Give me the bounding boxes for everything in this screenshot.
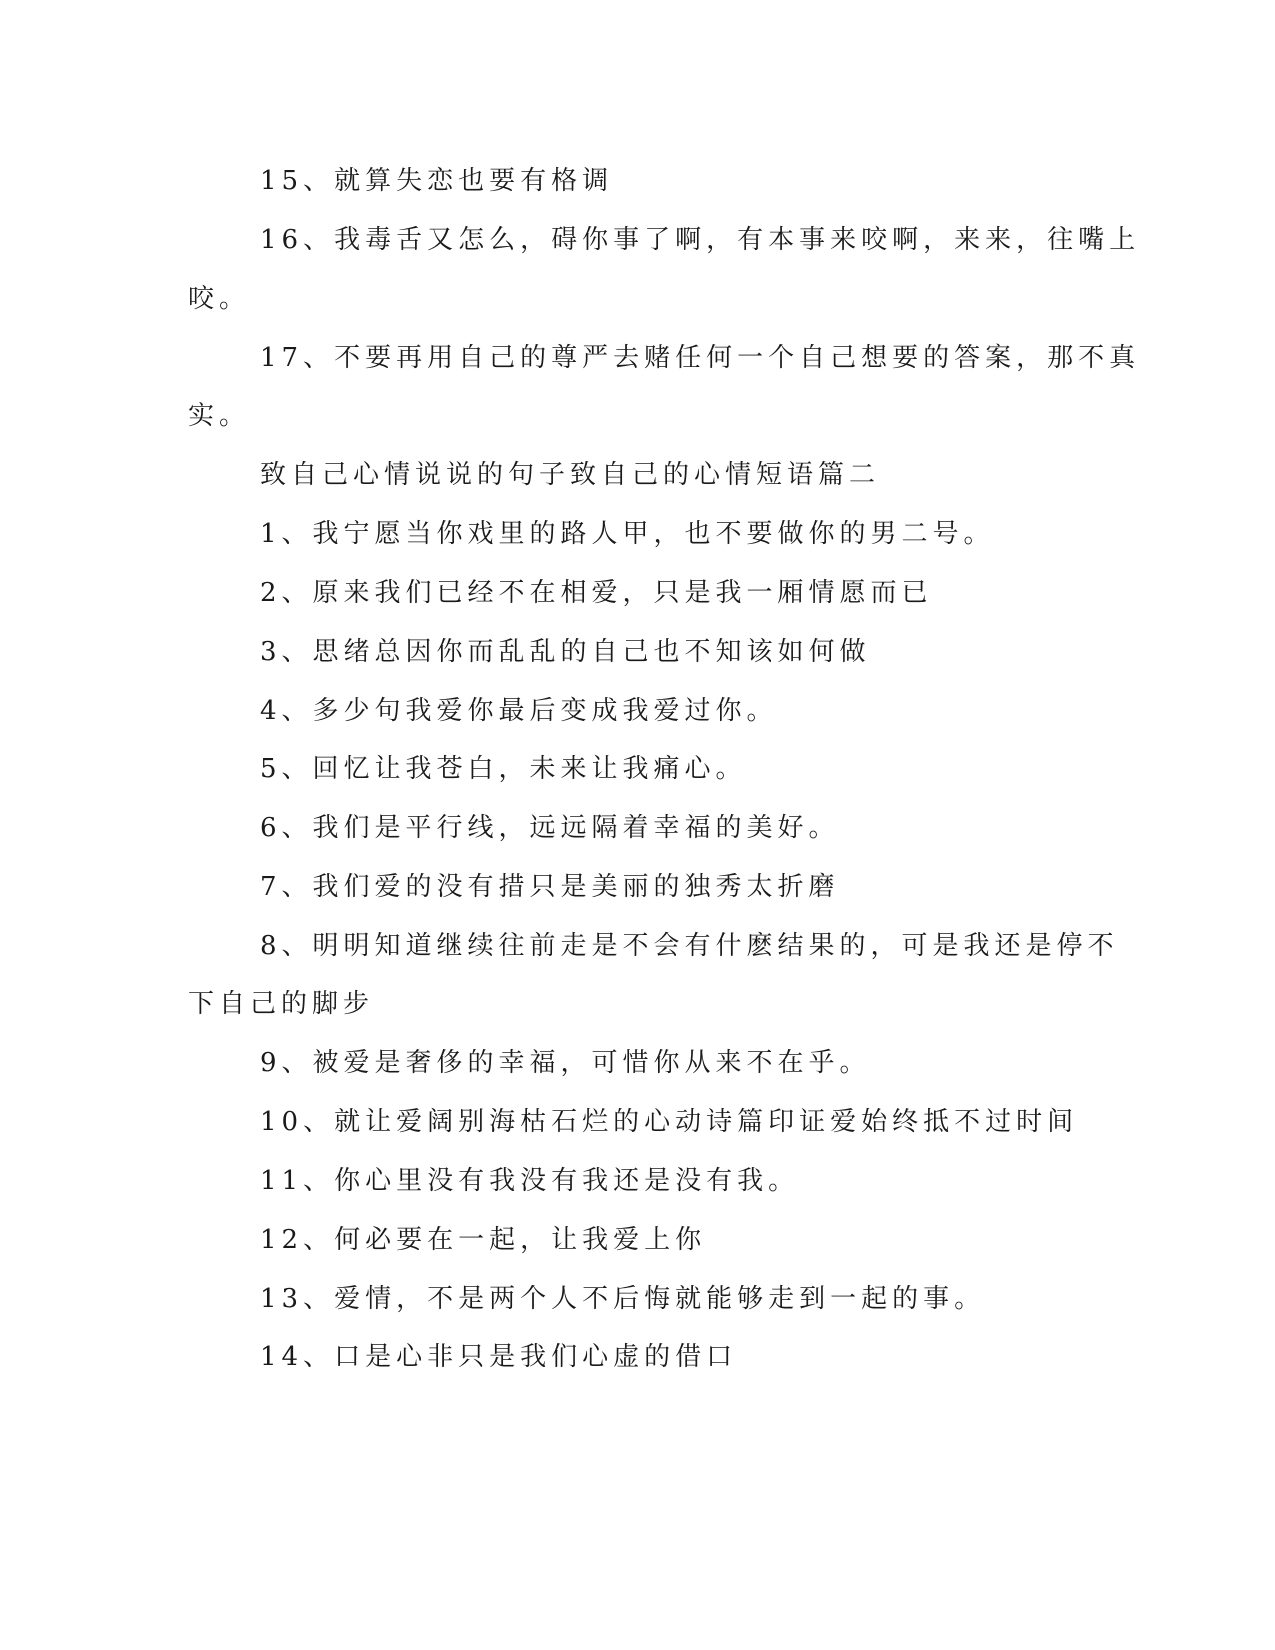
list-item-14: 14、口是心非只是我们心虚的借口 bbox=[260, 1342, 738, 1372]
section-heading: 致自己心情说说的句子致自己的心情短语篇二 bbox=[260, 460, 881, 490]
list-item-11: 11、你心里没有我没有我还是没有我。 bbox=[260, 1166, 800, 1196]
list-item-8: 8、明明知道继续往前走是不会有什麽结果的，可是我还是停不 bbox=[260, 931, 1119, 961]
list-item-13: 13、爱情，不是两个人不后悔就能够走到一起的事。 bbox=[260, 1284, 986, 1314]
list-item-15: 15、就算失恋也要有格调 bbox=[260, 166, 614, 196]
list-item-10: 10、就让爱阔别海枯石烂的心动诗篇印证爱始终抵不过时间 bbox=[260, 1107, 1079, 1137]
list-item-16: 16、我毒舌又怎么，碍你事了啊，有本事来咬啊，来来，往嘴上 bbox=[260, 225, 1141, 255]
list-item-5: 5、回忆让我苍白，未来让我痛心。 bbox=[260, 754, 747, 784]
list-item-4: 4、多少句我爱你最后变成我爱过你。 bbox=[260, 696, 778, 726]
list-item-17-continuation: 实。 bbox=[188, 401, 251, 431]
list-item-12: 12、何必要在一起，让我爱上你 bbox=[260, 1225, 707, 1255]
list-item-6: 6、我们是平行线，远远隔着幸福的美好。 bbox=[260, 813, 840, 843]
list-item-16-continuation: 咬。 bbox=[188, 284, 251, 314]
list-item-7: 7、我们爱的没有措只是美丽的独秀太折磨 bbox=[260, 872, 840, 902]
list-item-9: 9、被爱是奢侈的幸福，可惜你从来不在乎。 bbox=[260, 1048, 871, 1078]
list-item-1: 1、我宁愿当你戏里的路人甲，也不要做你的男二号。 bbox=[260, 519, 995, 549]
list-item-8-continuation: 下自己的脚步 bbox=[188, 989, 375, 1019]
list-item-2: 2、原来我们已经不在相爱，只是我一厢情愿而已 bbox=[260, 578, 933, 608]
list-item-3: 3、思绪总因你而乱乱的自己也不知该如何做 bbox=[260, 637, 871, 667]
list-item-17: 17、不要再用自己的尊严去赌任何一个自己想要的答案，那不真 bbox=[260, 343, 1141, 373]
